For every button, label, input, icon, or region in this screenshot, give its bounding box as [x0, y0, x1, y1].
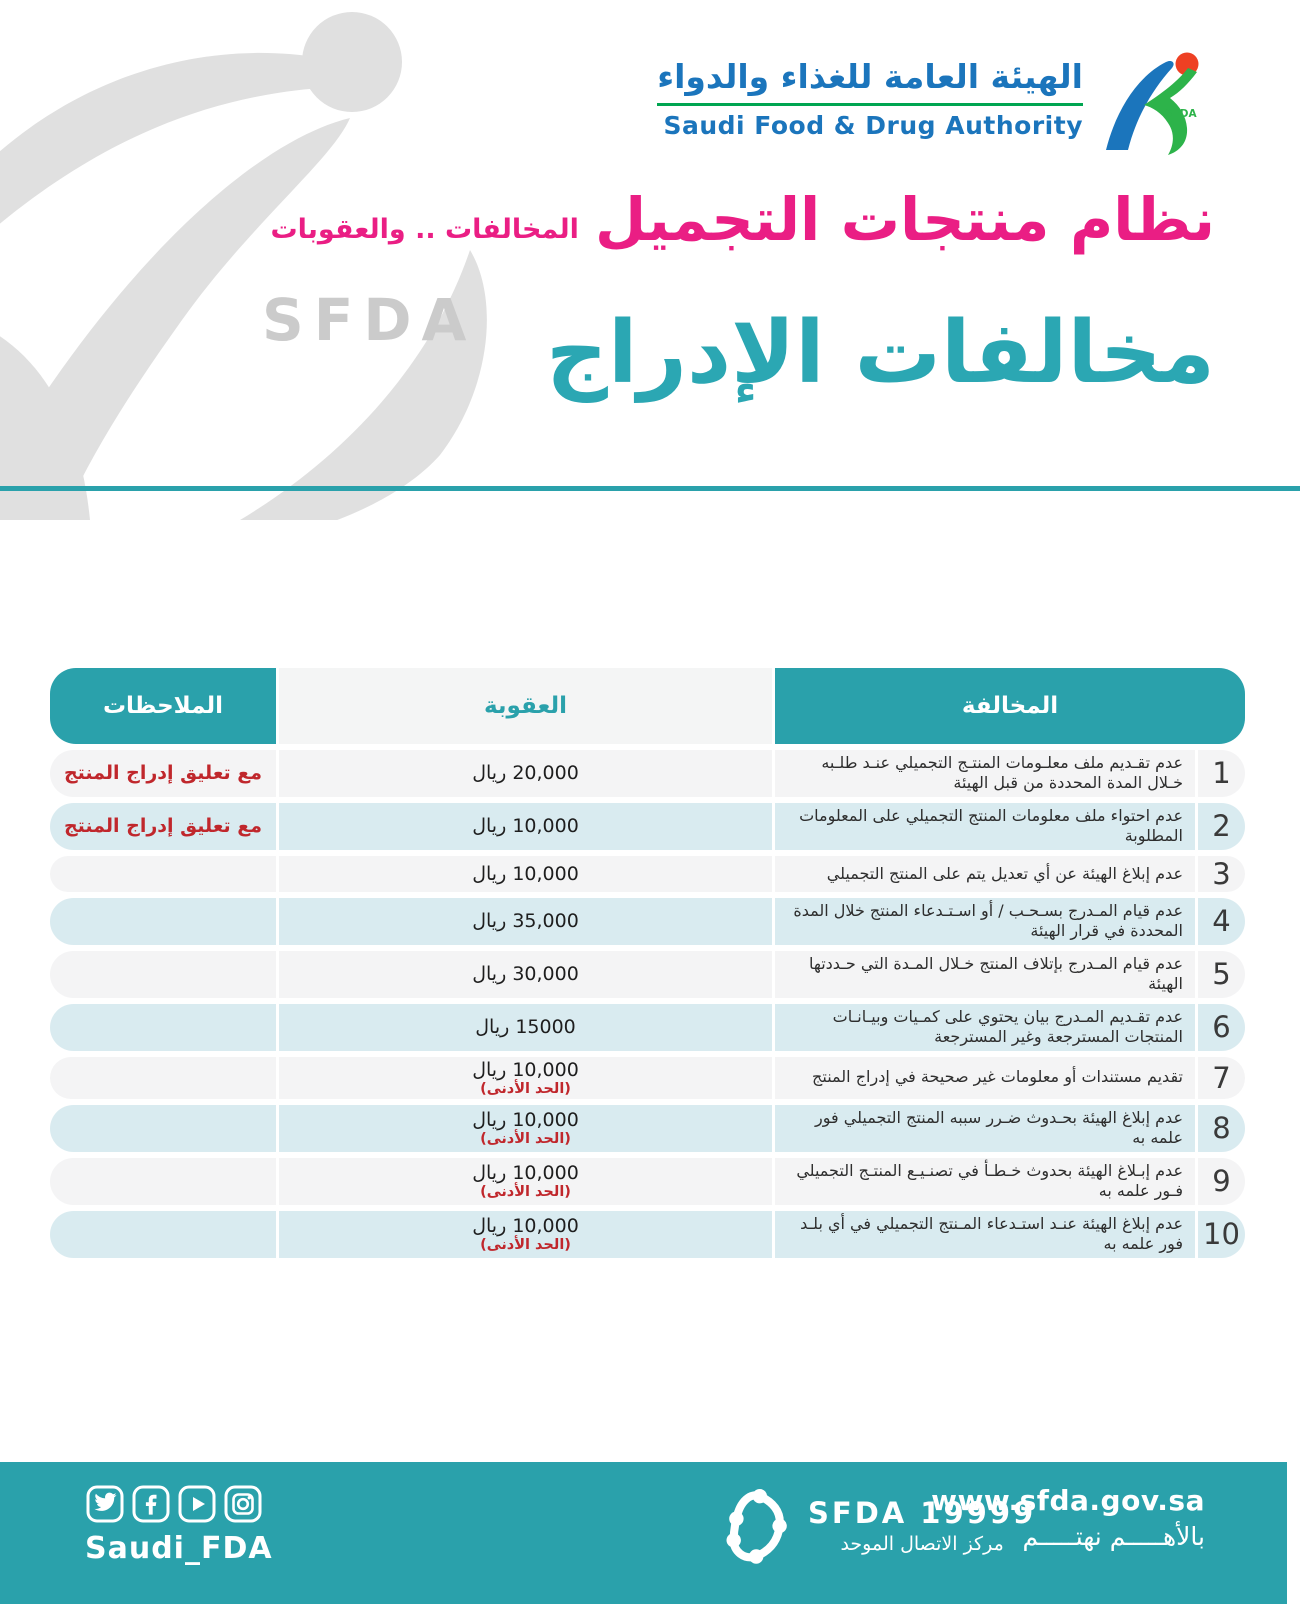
penalty-amount: 10,000 ريال: [472, 1215, 579, 1238]
violation-text: عدم إبـلاغ الهيئة بحدوث خـطـأ في تصنـيـع المنتـج التجميلي فـور علمه به: [775, 1158, 1195, 1205]
violation-text: عدم إبلاغ الهيئة عن أي تعديل يتم على المنتج التجميلي: [775, 856, 1195, 892]
table-row: [50, 750, 1245, 797]
penalty-minimum-note: (الحد الأدنى): [480, 1131, 571, 1148]
social-handle: Saudi_FDA: [85, 1531, 273, 1566]
penalty-amount: 10,000 ريال: [472, 862, 579, 885]
row-number: 2: [1198, 803, 1245, 850]
sfda-watermark-figure: [0, 0, 560, 520]
table-row: [50, 1105, 1245, 1152]
footer-band: [0, 1462, 1287, 1604]
teal-divider-line: [0, 486, 1300, 491]
watermark-sfda-text: SFDA: [262, 286, 477, 354]
notes-text: [50, 1057, 276, 1099]
violation-text: عدم تقـديم ملف معلـومات المنتـج التجميلي عنـد طلـبه خـلال المدة المحددة من قبل الهيئة: [775, 750, 1195, 797]
notes-text: [50, 898, 276, 945]
twitter-icon: [85, 1484, 125, 1524]
violation-text: عدم إبلاغ الهيئة عنـد استـدعاء المـنتج التجميلي في أي بلـد فور علمه به: [775, 1211, 1195, 1258]
penalty-minimum-note: (الحد الأدنى): [480, 1237, 571, 1254]
table-row: [50, 1211, 1245, 1258]
row-number: 9: [1198, 1158, 1245, 1205]
penalty-amount: 10,000 ريال: [472, 1058, 579, 1081]
header-violation: المخالفة: [775, 668, 1245, 744]
table-row: [50, 856, 1245, 892]
notes-text: مع تعليق إدراج المنتج: [50, 803, 276, 850]
notes-text: [50, 1004, 276, 1051]
call-center-label: مركز الاتصال الموحد: [840, 1532, 1004, 1555]
social-block: [85, 1484, 273, 1566]
penalty-amount: 20,000 ريال: [472, 762, 579, 785]
org-name-block: [657, 50, 1083, 140]
org-name-arabic: الهيئة العامة للغذاء والدواء: [657, 57, 1083, 96]
violation-text: عدم تقـديم المـدرج بيان يحتوي على كمـيات وبيـانـات المنتجات المسترجعة وغير المسترجعة: [775, 1004, 1195, 1051]
table-row: [50, 1158, 1245, 1205]
header-penalty: العقوبة: [279, 668, 772, 744]
notes-text: [50, 1105, 276, 1152]
violation-text: عدم إبلاغ الهيئة بحـدوث ضـرر سببه المنتج التجميلي فور علمه به: [775, 1105, 1195, 1152]
notes-text: [50, 1211, 276, 1258]
brand-header: [657, 50, 1215, 156]
green-divider-rule: [657, 103, 1083, 106]
penalty-minimum-note: (الحد الأدنى): [480, 1080, 571, 1097]
violation-text: عدم قيام المـدرج بسـحـب / أو اسـتـدعاء المنتج خلال المدة المحددة في قرار الهيئة: [775, 898, 1195, 945]
violation-text: عدم احتواء ملف معلومات المنتج التجميلي على المعلومات المطلوبة: [775, 803, 1195, 850]
system-subtitle: المخالفات .. والعقوبات: [270, 213, 579, 245]
violation-text: عدم قيام المـدرج بإتلاف المنتج خـلال المـدة التي حـددتها الهيئة: [775, 951, 1195, 998]
violation-text: تقديم مستندات أو معلومات غير صحيحة في إدراج المنتج: [775, 1057, 1195, 1099]
table-row: [50, 898, 1245, 945]
notes-text: [50, 1158, 276, 1205]
row-number: 7: [1198, 1057, 1245, 1099]
call-center-number: SFDA 19999: [808, 1495, 1037, 1530]
sfda-logo-icon: [1099, 50, 1215, 156]
penalty-amount: 10,000 ريال: [472, 815, 579, 838]
row-number: 3: [1198, 856, 1245, 892]
footer-slogan: بالأهـــــم نهتـــــم: [1022, 1522, 1205, 1551]
website-url: www.sfda.gov.sa: [931, 1484, 1205, 1517]
table-header-row: [50, 668, 1245, 744]
row-number: 1: [1198, 750, 1245, 797]
call-center-icon: [722, 1482, 794, 1568]
facebook-icon: [131, 1484, 171, 1524]
row-number: 10: [1198, 1211, 1245, 1258]
row-number: 6: [1198, 1004, 1245, 1051]
notes-text: مع تعليق إدراج المنتج: [50, 750, 276, 797]
violations-table: [50, 668, 1245, 1258]
row-number: 4: [1198, 898, 1245, 945]
row-number: 5: [1198, 951, 1245, 998]
table-row: [50, 803, 1245, 850]
table-row: [50, 1057, 1245, 1099]
penalty-minimum-note: (الحد الأدنى): [480, 1184, 571, 1201]
logo-sfda-text: SFDA: [1165, 108, 1197, 120]
penalty-amount: 15000 ريال: [475, 1016, 576, 1039]
table-row: [50, 1004, 1245, 1051]
page-title: مخالفات الإدراج: [546, 303, 1215, 403]
youtube-icon: [177, 1484, 217, 1524]
row-number: 8: [1198, 1105, 1245, 1152]
notes-text: [50, 951, 276, 998]
notes-text: [50, 856, 276, 892]
penalty-amount: 30,000 ريال: [472, 963, 579, 986]
penalty-amount: 35,000 ريال: [472, 910, 579, 933]
system-title-row: [271, 186, 1216, 254]
system-title: نظام منتجات التجميل: [594, 185, 1215, 254]
website-block: [931, 1484, 1205, 1551]
penalty-amount: 10,000 ريال: [472, 1162, 579, 1185]
org-name-english: Saudi Food & Drug Authority: [663, 111, 1083, 141]
header-notes: الملاحظات: [50, 668, 276, 744]
penalty-amount: 10,000 ريال: [472, 1109, 579, 1132]
instagram-icon: [223, 1484, 263, 1524]
table-row: [50, 951, 1245, 998]
